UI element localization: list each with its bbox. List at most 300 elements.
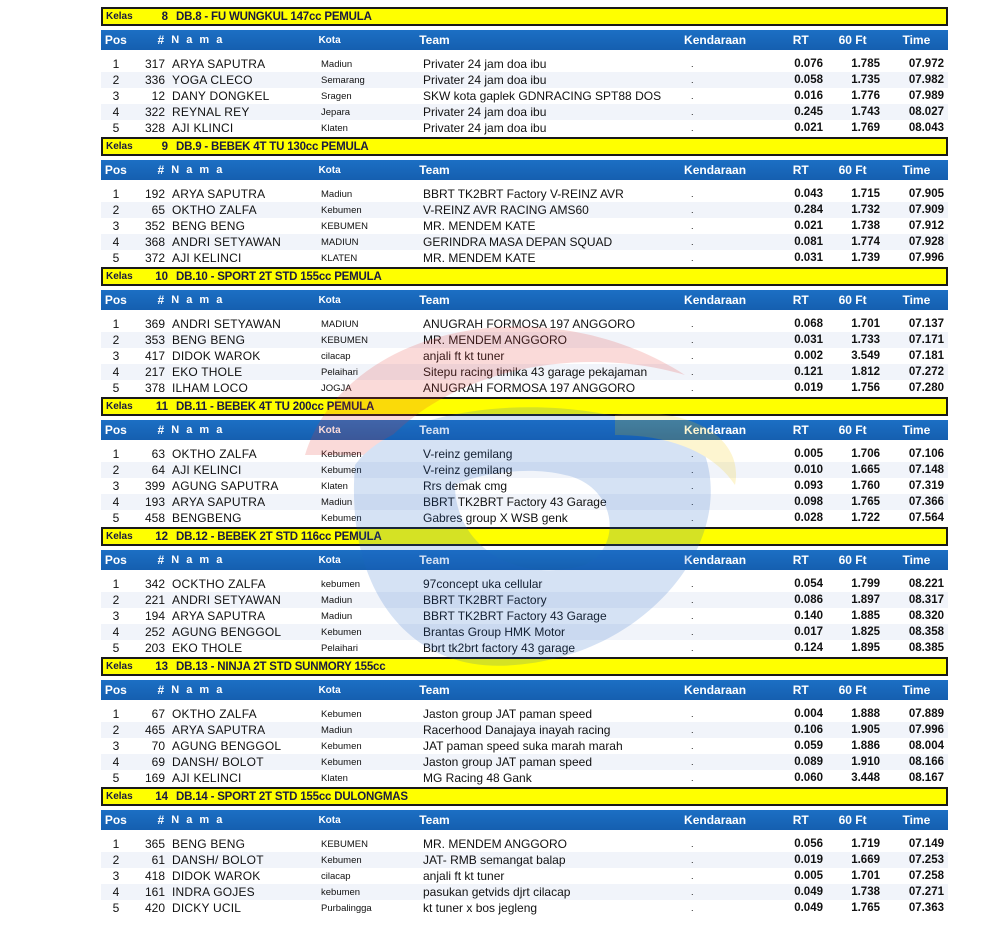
class-title-bar bbox=[101, 787, 948, 806]
cell-ft: 1.774 bbox=[851, 236, 880, 248]
cell-team: BBRT TK2BRT Factory 43 Garage bbox=[423, 609, 607, 623]
cell-team: anjali ft kt tuner bbox=[423, 869, 505, 883]
cell-kota: JOGJA bbox=[321, 382, 352, 394]
cell-no: 252 bbox=[144, 625, 165, 639]
header-team: Team bbox=[419, 33, 450, 47]
cell-time: 08.027 bbox=[908, 106, 944, 118]
cell-pos: 2 bbox=[112, 853, 120, 867]
cell-time: 07.319 bbox=[908, 480, 944, 492]
class-number: 9 bbox=[161, 140, 168, 153]
cell-no: 217 bbox=[144, 365, 165, 379]
cell-team: Jaston group JAT paman speed bbox=[423, 755, 592, 769]
cell-pos: 5 bbox=[112, 511, 120, 525]
cell-time: 08.167 bbox=[908, 772, 944, 784]
cell-kota: Madiun bbox=[321, 496, 353, 508]
header-time: Time bbox=[902, 813, 931, 827]
cell-team: Privater 24 jam doa ibu bbox=[423, 105, 547, 119]
header-ft: 60 Ft bbox=[838, 33, 867, 47]
cell-name: BENG BENG bbox=[172, 219, 246, 233]
header-kendaraan: Kendaraan bbox=[684, 293, 747, 307]
cell-rt: 0.017 bbox=[794, 626, 823, 638]
cell-ft: 1.812 bbox=[851, 366, 880, 378]
cell-rt: 0.005 bbox=[794, 448, 823, 460]
cell-no: 417 bbox=[144, 349, 165, 363]
cell-kota: Madiun bbox=[321, 610, 353, 622]
class-title-bar bbox=[101, 657, 948, 676]
cell-time: 08.358 bbox=[908, 626, 944, 638]
cell-ft: 1.743 bbox=[851, 106, 880, 118]
cell-rt: 0.028 bbox=[794, 512, 823, 524]
cell-kend: . bbox=[691, 189, 694, 199]
table-row bbox=[101, 640, 948, 656]
table-row bbox=[101, 218, 948, 234]
cell-name: OKTHO ZALFA bbox=[172, 707, 257, 721]
cell-kend: . bbox=[691, 887, 694, 897]
header-team: Team bbox=[419, 423, 450, 437]
table-body bbox=[101, 56, 948, 136]
cell-name: AGUNG BENGGOL bbox=[172, 739, 282, 753]
header-kota: Kota bbox=[318, 424, 341, 436]
cell-kota: Kebumen bbox=[321, 512, 362, 524]
cell-rt: 0.021 bbox=[794, 220, 823, 232]
table-row bbox=[101, 348, 948, 364]
cell-rt: 0.004 bbox=[794, 708, 823, 720]
table-row bbox=[101, 380, 948, 396]
header-name: N a m a bbox=[171, 554, 225, 566]
cell-rt: 0.043 bbox=[794, 188, 823, 200]
cell-time: 08.004 bbox=[908, 740, 944, 752]
header-rt: RT bbox=[792, 33, 809, 47]
cell-team: pasukan getvids djrt cilacap bbox=[423, 885, 571, 899]
cell-time: 07.253 bbox=[908, 854, 944, 866]
cell-no: 317 bbox=[144, 57, 165, 71]
cell-no: 193 bbox=[144, 495, 165, 509]
cell-kend: . bbox=[691, 449, 694, 459]
cell-time: 07.564 bbox=[908, 512, 944, 524]
cell-time: 07.996 bbox=[908, 252, 944, 264]
table-row bbox=[101, 478, 948, 494]
cell-pos: 4 bbox=[112, 105, 120, 119]
cell-pos: 5 bbox=[112, 121, 120, 135]
cell-team: 97concept uka cellular bbox=[423, 577, 543, 591]
cell-ft: 1.905 bbox=[851, 724, 880, 736]
table-row bbox=[101, 56, 948, 72]
cell-rt: 0.076 bbox=[794, 58, 823, 70]
cell-no: 365 bbox=[144, 837, 165, 851]
table-body bbox=[101, 576, 948, 656]
cell-team: SKW kota gaplek GDNRACING SPT88 DOS bbox=[423, 89, 662, 103]
class-title-bar bbox=[101, 7, 948, 26]
header-ft: 60 Ft bbox=[838, 293, 867, 307]
cell-no: 378 bbox=[144, 381, 165, 395]
header-ft: 60 Ft bbox=[838, 813, 867, 827]
header-pos: Pos bbox=[104, 813, 127, 827]
cell-rt: 0.016 bbox=[794, 90, 823, 102]
cell-pos: 2 bbox=[112, 593, 120, 607]
cell-time: 07.271 bbox=[908, 886, 944, 898]
cell-rt: 0.140 bbox=[794, 610, 823, 622]
header-pos: Pos bbox=[104, 163, 127, 177]
table-header bbox=[101, 680, 948, 700]
cell-pos: 3 bbox=[112, 869, 120, 883]
cell-pos: 3 bbox=[112, 479, 120, 493]
cell-name: EKO THOLE bbox=[172, 365, 243, 379]
cell-pos: 2 bbox=[112, 463, 120, 477]
class-number: 14 bbox=[155, 790, 168, 803]
table-row bbox=[101, 72, 948, 88]
header-kota: Kota bbox=[318, 294, 341, 306]
cell-kota: Semarang bbox=[321, 74, 365, 86]
table-row bbox=[101, 234, 948, 250]
cell-no: 418 bbox=[144, 869, 165, 883]
cell-ft: 1.669 bbox=[851, 854, 880, 866]
cell-pos: 5 bbox=[112, 901, 120, 915]
cell-pos: 2 bbox=[112, 203, 120, 217]
class-title: DB.10 - SPORT 2T STD 155cc PEMULA bbox=[176, 270, 382, 283]
cell-ft: 1.706 bbox=[851, 448, 880, 460]
class-number: 8 bbox=[161, 10, 168, 23]
table-row bbox=[101, 852, 948, 868]
cell-kend: . bbox=[691, 59, 694, 69]
cell-rt: 0.049 bbox=[794, 886, 823, 898]
cell-pos: 3 bbox=[112, 219, 120, 233]
header-no: # bbox=[157, 163, 165, 177]
cell-rt: 0.019 bbox=[794, 382, 823, 394]
cell-time: 07.972 bbox=[908, 58, 944, 70]
cell-team: BBRT TK2BRT Factory 43 Garage bbox=[423, 495, 607, 509]
cell-team: Privater 24 jam doa ibu bbox=[423, 121, 547, 135]
cell-no: 192 bbox=[144, 187, 165, 201]
cell-team: JAT- RMB semangat balap bbox=[423, 853, 566, 867]
table-row bbox=[101, 510, 948, 526]
table-row bbox=[101, 332, 948, 348]
class-title-bar bbox=[101, 137, 948, 156]
cell-name: ANDRI SETYAWAN bbox=[172, 235, 282, 249]
table-body bbox=[101, 446, 948, 526]
cell-team: Privater 24 jam doa ibu bbox=[423, 73, 547, 87]
cell-kota: Madiun bbox=[321, 724, 353, 736]
cell-kota: Madiun bbox=[321, 58, 353, 70]
class-title-bar bbox=[101, 527, 948, 546]
cell-kend: . bbox=[691, 465, 694, 475]
cell-kota: KLATEN bbox=[321, 252, 358, 264]
cell-kend: . bbox=[691, 595, 694, 605]
cell-rt: 0.060 bbox=[794, 772, 823, 784]
cell-kend: . bbox=[691, 773, 694, 783]
header-name: N a m a bbox=[171, 814, 225, 826]
header-team: Team bbox=[419, 813, 450, 827]
cell-team: Gabres group X WSB genk bbox=[423, 511, 568, 525]
table-row bbox=[101, 900, 948, 916]
cell-rt: 0.081 bbox=[794, 236, 823, 248]
header-ft: 60 Ft bbox=[838, 553, 867, 567]
cell-team: Racerhood Danajaya inayah racing bbox=[423, 723, 611, 737]
table-body bbox=[101, 836, 948, 916]
class-block bbox=[101, 7, 948, 136]
class-block bbox=[101, 267, 948, 396]
cell-ft: 1.735 bbox=[851, 74, 880, 86]
cell-pos: 5 bbox=[112, 641, 120, 655]
cell-kota: cilacap bbox=[321, 350, 351, 362]
cell-kota: Kebumen bbox=[321, 740, 362, 752]
cell-kend: . bbox=[691, 627, 694, 637]
cell-kend: . bbox=[691, 91, 694, 101]
cell-kend: . bbox=[691, 205, 694, 215]
cell-no: 369 bbox=[144, 317, 165, 331]
table-header bbox=[101, 30, 948, 50]
class-title: DB.11 - BEBEK 4T TU 200cc PEMULA bbox=[176, 400, 375, 413]
cell-ft: 1.765 bbox=[851, 496, 880, 508]
cell-name: DIDOK WAROK bbox=[172, 869, 261, 883]
header-time: Time bbox=[902, 423, 931, 437]
cell-pos: 1 bbox=[112, 837, 120, 851]
cell-ft: 1.799 bbox=[851, 578, 880, 590]
cell-kend: . bbox=[691, 481, 694, 491]
cell-ft: 1.888 bbox=[851, 708, 880, 720]
class-block bbox=[101, 397, 948, 526]
cell-ft: 1.895 bbox=[851, 642, 880, 654]
cell-no: 353 bbox=[144, 333, 165, 347]
table-header bbox=[101, 160, 948, 180]
cell-no: 67 bbox=[151, 707, 165, 721]
header-no: # bbox=[157, 813, 165, 827]
class-kelas-label: Kelas bbox=[106, 531, 133, 542]
cell-ft: 1.765 bbox=[851, 902, 880, 914]
header-time: Time bbox=[902, 683, 931, 697]
cell-name: DANSH/ BOLOT bbox=[172, 853, 264, 867]
table-row bbox=[101, 884, 948, 900]
header-pos: Pos bbox=[104, 553, 127, 567]
cell-kend: . bbox=[691, 903, 694, 913]
cell-ft: 1.756 bbox=[851, 382, 880, 394]
header-kota: Kota bbox=[318, 684, 341, 696]
header-pos: Pos bbox=[104, 293, 127, 307]
cell-pos: 5 bbox=[112, 771, 120, 785]
cell-name: EKO THOLE bbox=[172, 641, 243, 655]
cell-kend: . bbox=[691, 75, 694, 85]
cell-name: ARYA SAPUTRA bbox=[172, 57, 266, 71]
table-row bbox=[101, 624, 948, 640]
cell-kota: Klaten bbox=[321, 772, 348, 784]
cell-time: 08.043 bbox=[908, 122, 944, 134]
cell-kota: kebumen bbox=[321, 886, 361, 898]
cell-ft: 1.825 bbox=[851, 626, 880, 638]
cell-no: 458 bbox=[144, 511, 165, 525]
table-row bbox=[101, 202, 948, 218]
cell-no: 169 bbox=[144, 771, 165, 785]
table-row bbox=[101, 754, 948, 770]
header-kota: Kota bbox=[318, 164, 341, 176]
table-row bbox=[101, 364, 948, 380]
table-row bbox=[101, 186, 948, 202]
cell-team: V-REINZ AVR RACING AMS60 bbox=[423, 203, 589, 217]
cell-team: BBRT TK2BRT Factory V-REINZ AVR bbox=[423, 187, 624, 201]
table-header bbox=[101, 420, 948, 440]
cell-name: BENGBENG bbox=[172, 511, 242, 525]
cell-no: 336 bbox=[144, 73, 165, 87]
table-row bbox=[101, 706, 948, 722]
cell-rt: 0.019 bbox=[794, 854, 823, 866]
cell-ft: 1.776 bbox=[851, 90, 880, 102]
cell-pos: 4 bbox=[112, 885, 120, 899]
cell-time: 07.989 bbox=[908, 90, 944, 102]
cell-no: 64 bbox=[151, 463, 165, 477]
cell-team: JAT paman speed suka marah marah bbox=[423, 739, 623, 753]
table-row bbox=[101, 88, 948, 104]
table-row bbox=[101, 494, 948, 510]
cell-rt: 0.010 bbox=[794, 464, 823, 476]
class-kelas-label: Kelas bbox=[106, 11, 133, 22]
cell-name: OKTHO ZALFA bbox=[172, 447, 257, 461]
cell-kend: . bbox=[691, 123, 694, 133]
table-row bbox=[101, 120, 948, 136]
cell-kota: Kebumen bbox=[321, 708, 362, 720]
header-pos: Pos bbox=[104, 33, 127, 47]
cell-team: Jaston group JAT paman speed bbox=[423, 707, 592, 721]
cell-pos: 4 bbox=[112, 495, 120, 509]
cell-rt: 0.098 bbox=[794, 496, 823, 508]
header-rt: RT bbox=[792, 163, 809, 177]
class-kelas-label: Kelas bbox=[106, 791, 133, 802]
cell-no: 65 bbox=[151, 203, 165, 217]
cell-pos: 4 bbox=[112, 235, 120, 249]
cell-no: 352 bbox=[144, 219, 165, 233]
cell-team: MR. MENDEM KATE bbox=[423, 219, 536, 233]
header-kendaraan: Kendaraan bbox=[684, 813, 747, 827]
cell-name: DANY DONGKEL bbox=[172, 89, 270, 103]
header-kendaraan: Kendaraan bbox=[684, 553, 747, 567]
header-pos: Pos bbox=[104, 683, 127, 697]
table-body bbox=[101, 186, 948, 266]
class-title: DB.14 - SPORT 2T STD 155cc DULONGMAS bbox=[176, 790, 408, 803]
header-name: N a m a bbox=[171, 164, 225, 176]
class-number: 10 bbox=[155, 270, 168, 283]
table-header bbox=[101, 290, 948, 310]
cell-rt: 0.121 bbox=[794, 366, 823, 378]
cell-no: 328 bbox=[144, 121, 165, 135]
cell-kota: Pelaihari bbox=[321, 366, 358, 378]
cell-pos: 1 bbox=[112, 187, 120, 201]
header-pos: Pos bbox=[104, 423, 127, 437]
header-rt: RT bbox=[792, 683, 809, 697]
cell-team: BBRT TK2BRT Factory bbox=[423, 593, 547, 607]
cell-name: BENG BENG bbox=[172, 837, 246, 851]
cell-team: MR. MENDEM KATE bbox=[423, 251, 536, 265]
cell-name: AGUNG SAPUTRA bbox=[172, 479, 279, 493]
cell-no: 368 bbox=[144, 235, 165, 249]
cell-no: 342 bbox=[144, 577, 165, 591]
cell-name: DANSH/ BOLOT bbox=[172, 755, 264, 769]
cell-kota: Madiun bbox=[321, 188, 353, 200]
table-row bbox=[101, 104, 948, 120]
results-sheet bbox=[101, 7, 948, 917]
cell-pos: 3 bbox=[112, 739, 120, 753]
table-row bbox=[101, 770, 948, 786]
header-name: N a m a bbox=[171, 424, 225, 436]
header-rt: RT bbox=[792, 553, 809, 567]
cell-kota: KEBUMEN bbox=[321, 334, 368, 346]
cell-team: V-reinz gemilang bbox=[423, 447, 513, 461]
cell-name: AGUNG BENGGOL bbox=[172, 625, 282, 639]
cell-pos: 5 bbox=[112, 251, 120, 265]
cell-name: AJI KLINCI bbox=[172, 121, 234, 135]
table-row bbox=[101, 250, 948, 266]
cell-team: MR. MENDEM ANGGORO bbox=[423, 333, 568, 347]
cell-team: ANUGRAH FORMOSA 197 ANGGORO bbox=[423, 317, 636, 331]
cell-kend: . bbox=[691, 839, 694, 849]
cell-kend: . bbox=[691, 513, 694, 523]
cell-time: 07.148 bbox=[908, 464, 944, 476]
cell-rt: 0.284 bbox=[794, 204, 823, 216]
cell-no: 203 bbox=[144, 641, 165, 655]
class-title: DB.8 - FU WUNGKUL 147cc PEMULA bbox=[176, 10, 372, 23]
cell-kota: Kebumen bbox=[321, 756, 362, 768]
cell-rt: 0.089 bbox=[794, 756, 823, 768]
cell-ft: 1.701 bbox=[851, 318, 880, 330]
cell-name: YOGA CLECO bbox=[172, 73, 253, 87]
cell-pos: 1 bbox=[112, 447, 120, 461]
cell-pos: 1 bbox=[112, 707, 120, 721]
cell-pos: 4 bbox=[112, 755, 120, 769]
cell-name: ARYA SAPUTRA bbox=[172, 187, 266, 201]
cell-kota: Kebumen bbox=[321, 204, 362, 216]
class-number: 12 bbox=[155, 530, 168, 543]
table-header bbox=[101, 810, 948, 830]
cell-kend: . bbox=[691, 221, 694, 231]
cell-no: 194 bbox=[144, 609, 165, 623]
cell-name: INDRA GOJES bbox=[172, 885, 255, 899]
table-row bbox=[101, 836, 948, 852]
cell-no: 372 bbox=[144, 251, 165, 265]
cell-team: V-reinz gemilang bbox=[423, 463, 513, 477]
cell-kota: Kebumen bbox=[321, 448, 362, 460]
cell-pos: 1 bbox=[112, 57, 120, 71]
cell-team: MG Racing 48 Gank bbox=[423, 771, 532, 785]
cell-kend: . bbox=[691, 611, 694, 621]
cell-kota: Sragen bbox=[321, 90, 352, 102]
cell-kend: . bbox=[691, 579, 694, 589]
header-no: # bbox=[157, 683, 165, 697]
table-row bbox=[101, 446, 948, 462]
cell-time: 07.171 bbox=[908, 334, 944, 346]
header-rt: RT bbox=[792, 423, 809, 437]
cell-name: ILHAM LOCO bbox=[172, 381, 249, 395]
class-block bbox=[101, 527, 948, 656]
cell-time: 08.166 bbox=[908, 756, 944, 768]
header-team: Team bbox=[419, 683, 450, 697]
cell-pos: 1 bbox=[112, 317, 120, 331]
header-ft: 60 Ft bbox=[838, 163, 867, 177]
cell-time: 07.928 bbox=[908, 236, 944, 248]
cell-time: 07.149 bbox=[908, 838, 944, 850]
cell-ft: 1.760 bbox=[851, 480, 880, 492]
cell-name: OCKTHO ZALFA bbox=[172, 577, 266, 591]
cell-name: ARYA SAPUTRA bbox=[172, 495, 266, 509]
cell-kota: Kebumen bbox=[321, 854, 362, 866]
cell-no: 70 bbox=[151, 739, 165, 753]
cell-kend: . bbox=[691, 643, 694, 653]
class-title-bar bbox=[101, 267, 948, 286]
cell-kend: . bbox=[691, 757, 694, 767]
cell-ft: 1.738 bbox=[851, 220, 880, 232]
cell-pos: 2 bbox=[112, 73, 120, 87]
cell-ft: 1.769 bbox=[851, 122, 880, 134]
class-kelas-label: Kelas bbox=[106, 661, 133, 672]
cell-ft: 1.733 bbox=[851, 334, 880, 346]
table-row bbox=[101, 608, 948, 624]
cell-kend: . bbox=[691, 497, 694, 507]
cell-time: 07.996 bbox=[908, 724, 944, 736]
